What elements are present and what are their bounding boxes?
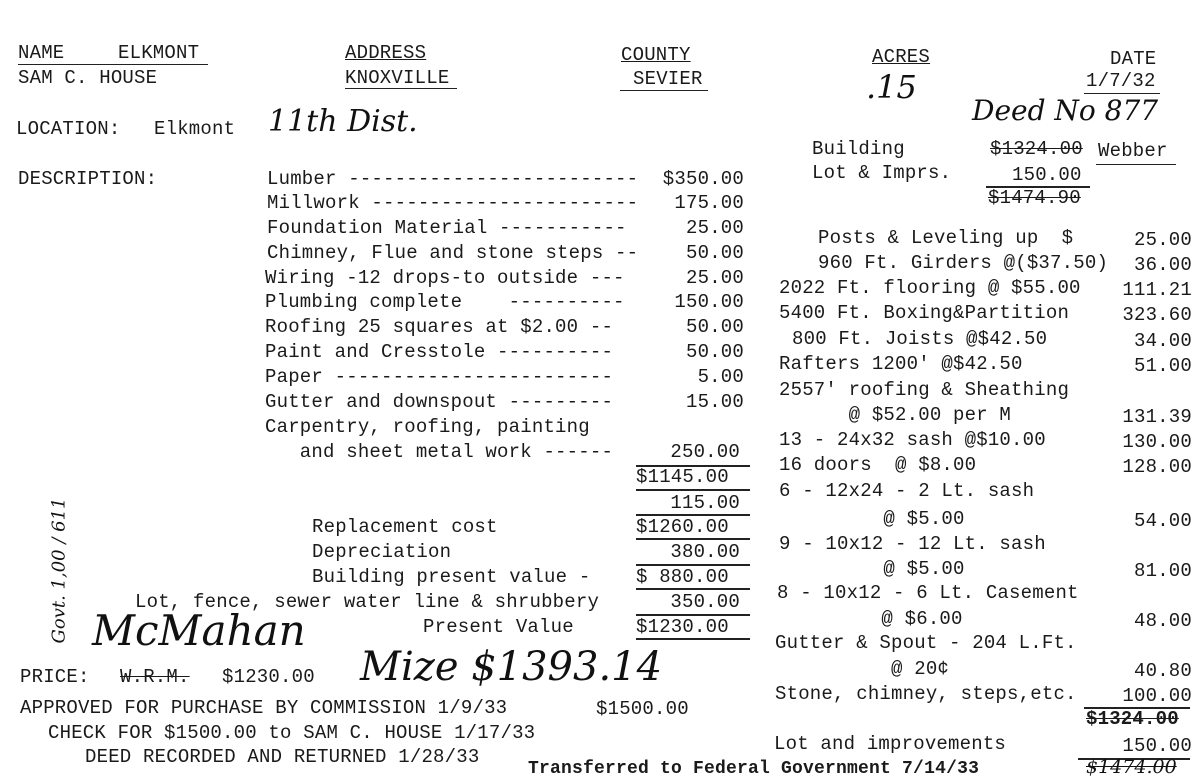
- right-item-amount: 40.80: [1133, 660, 1192, 682]
- right-item-text: 13 - 24x32 sash @$10.00: [779, 429, 1046, 451]
- check-text: CHECK FOR $1500.00 to SAM C. HOUSE 1/17/33: [48, 722, 536, 744]
- right-item-amount: 48.00: [1133, 610, 1192, 632]
- desc-item-text: Lumber -------------------------: [267, 168, 639, 190]
- desc-item-amount: 15.00: [685, 391, 744, 413]
- description-label: DESCRIPTION:: [18, 168, 158, 190]
- county-value: SEVIER: [633, 68, 703, 90]
- location-value: Elkmont: [154, 118, 236, 140]
- depreciation-value: 380.00: [670, 541, 740, 563]
- price-value: $1230.00: [222, 666, 315, 688]
- right-lot-value: 150.00: [1122, 735, 1192, 757]
- right-item-text: @ $5.00: [779, 508, 965, 530]
- right-lot-label: Lot and improvements: [774, 733, 1007, 755]
- desc-item-text: Paper ------------------------: [265, 366, 614, 388]
- right-item-amount: 81.00: [1133, 560, 1192, 582]
- right-item-amount: 36.00: [1133, 254, 1192, 276]
- desc-item-text: Wiring -12 drops-to outside ---: [265, 267, 625, 289]
- desc-item-amount: 25.00: [685, 217, 744, 239]
- right-item-text: 5400 Ft. Boxing&Partition: [779, 302, 1070, 324]
- right-item-amount: 100.00: [1122, 685, 1192, 707]
- lot-value: 350.00: [670, 591, 740, 613]
- price-label: PRICE:: [20, 666, 90, 688]
- desc-item-text: Gutter and downspout ---------: [265, 391, 614, 413]
- right-sum: $1324.00: [1086, 708, 1179, 730]
- approved-text: APPROVED FOR PURCHASE BY COMMISSION 1/9/33: [20, 697, 508, 719]
- total-value: $1230.00: [636, 616, 729, 638]
- address-label: ADDRESS: [345, 42, 427, 64]
- right-item-text: 2022 Ft. flooring @ $55.00: [779, 277, 1081, 299]
- desc-item-amount: 25.00: [685, 267, 744, 289]
- approved-amount: $1500.00: [596, 698, 689, 720]
- summary-total-value: $1474.90: [988, 187, 1081, 209]
- name-value: SAM C. HOUSE: [18, 67, 158, 89]
- county-label: COUNTY: [621, 44, 691, 66]
- right-item-amount: 130.00: [1122, 431, 1192, 453]
- desc-item-text: Chimney, Flue and stone steps --: [267, 242, 639, 264]
- summary-lot-value: 150.00: [1012, 164, 1082, 186]
- summary-building-note: Webber: [1098, 140, 1168, 162]
- desc-item-text: Carpentry, roofing, painting: [265, 416, 590, 438]
- price-struck-initials: W.R.M.: [120, 666, 190, 688]
- depreciation-label: Depreciation: [312, 541, 452, 563]
- replacement-label: Replacement cost: [312, 516, 498, 538]
- present-value: $ 880.00: [636, 566, 729, 588]
- right-item-amount: 25.00: [1133, 229, 1192, 251]
- desc-item-text: and sheet metal work ------: [265, 441, 614, 463]
- right-item-amount: 54.00: [1133, 510, 1192, 532]
- location-handwritten: 11th Dist.: [268, 104, 418, 139]
- right-grand: $1474.00: [1086, 756, 1177, 778]
- desc-item-text: Paint and Cresstole ----------: [265, 341, 614, 363]
- deed-note: Deed No 877: [972, 94, 1159, 127]
- desc-item-text: Plumbing complete ----------: [265, 291, 625, 313]
- right-item-amount: 131.39: [1122, 406, 1192, 428]
- transferred-text: Transferred to Federal Government 7/14/33: [528, 759, 980, 779]
- desc-item-amount: 175.00: [674, 192, 744, 214]
- date-label: DATE: [1110, 48, 1157, 70]
- right-item-text: Rafters 1200' @$42.50: [779, 353, 1023, 375]
- replacement-value: $1260.00: [636, 516, 729, 538]
- margin-note: Govt. 1,00 / 611: [48, 497, 70, 644]
- desc-item-text: Roofing 25 squares at $2.00 --: [265, 316, 614, 338]
- right-item-text: @ $52.00 per M: [779, 404, 1012, 426]
- right-item-text: 960 Ft. Girders @($37.50): [818, 252, 1109, 274]
- right-item-text: Gutter & Spout - 204 L.Ft.: [775, 632, 1077, 654]
- name-label: NAME: [18, 42, 65, 64]
- right-item-text: @ 20¢: [775, 658, 950, 680]
- right-item-text: Posts & Leveling up $: [818, 227, 1074, 249]
- handwritten-amount: Mize $1393.14: [360, 644, 663, 690]
- right-item-text: 2557' roofing & Sheathing: [779, 379, 1070, 401]
- deed-text: DEED RECORDED AND RETURNED 1/28/33: [85, 746, 480, 768]
- summary-lot-label: Lot & Imprs.: [812, 162, 952, 184]
- desc-item-text: Millwork -----------------------: [267, 192, 639, 214]
- right-item-amount: 323.60: [1122, 304, 1192, 326]
- desc-subtotal: $1145.00: [636, 466, 729, 488]
- summary-building-value: $1324.00: [990, 138, 1083, 160]
- address-value: KNOXVILLE: [345, 67, 450, 89]
- right-item-text: 800 Ft. Joists @$42.50: [792, 328, 1048, 350]
- desc-item-amount: 150.00: [674, 291, 744, 313]
- right-item-amount: 128.00: [1122, 456, 1192, 478]
- desc-item-amount: 50.00: [685, 316, 744, 338]
- summary-building-label: Building: [812, 138, 905, 160]
- right-item-amount: 34.00: [1133, 330, 1192, 352]
- desc-item-amount: 50.00: [685, 341, 744, 363]
- location-label: LOCATION:: [16, 118, 121, 140]
- desc-item-amount: $350.00: [662, 168, 744, 190]
- acres-value: .15: [866, 68, 917, 106]
- desc-item-text: Foundation Material -----------: [267, 217, 627, 239]
- date-value: 1/7/32: [1086, 70, 1156, 92]
- desc-item-amount: 5.00: [697, 366, 744, 388]
- right-item-text: 8 - 10x12 - 6 Lt. Casement: [777, 582, 1079, 604]
- right-item-amount: 111.21: [1122, 279, 1192, 301]
- present-label: Building present value -: [312, 566, 591, 588]
- lot-label: Lot, fence, sewer water line & shrubbery: [135, 591, 600, 613]
- desc-extra: 115.00: [670, 492, 740, 514]
- right-item-text: Stone, chimney, steps,etc.: [775, 683, 1077, 705]
- total-label: Present Value: [423, 616, 574, 638]
- right-item-text: 16 doors @ $8.00: [779, 454, 977, 476]
- acres-label: ACRES: [872, 46, 931, 68]
- right-item-amount: 51.00: [1133, 355, 1192, 377]
- right-item-text: 6 - 12x24 - 2 Lt. sash: [779, 480, 1035, 502]
- desc-item-amount: 250.00: [670, 441, 740, 463]
- right-item-text: @ $5.00: [779, 558, 965, 580]
- desc-item-amount: 50.00: [685, 242, 744, 264]
- name-place: ELKMONT: [118, 42, 200, 64]
- right-item-text: 9 - 10x12 - 12 Lt. sash: [779, 533, 1046, 555]
- right-item-text: @ $6.00: [777, 608, 963, 630]
- handwritten-name: McMahan: [92, 606, 306, 655]
